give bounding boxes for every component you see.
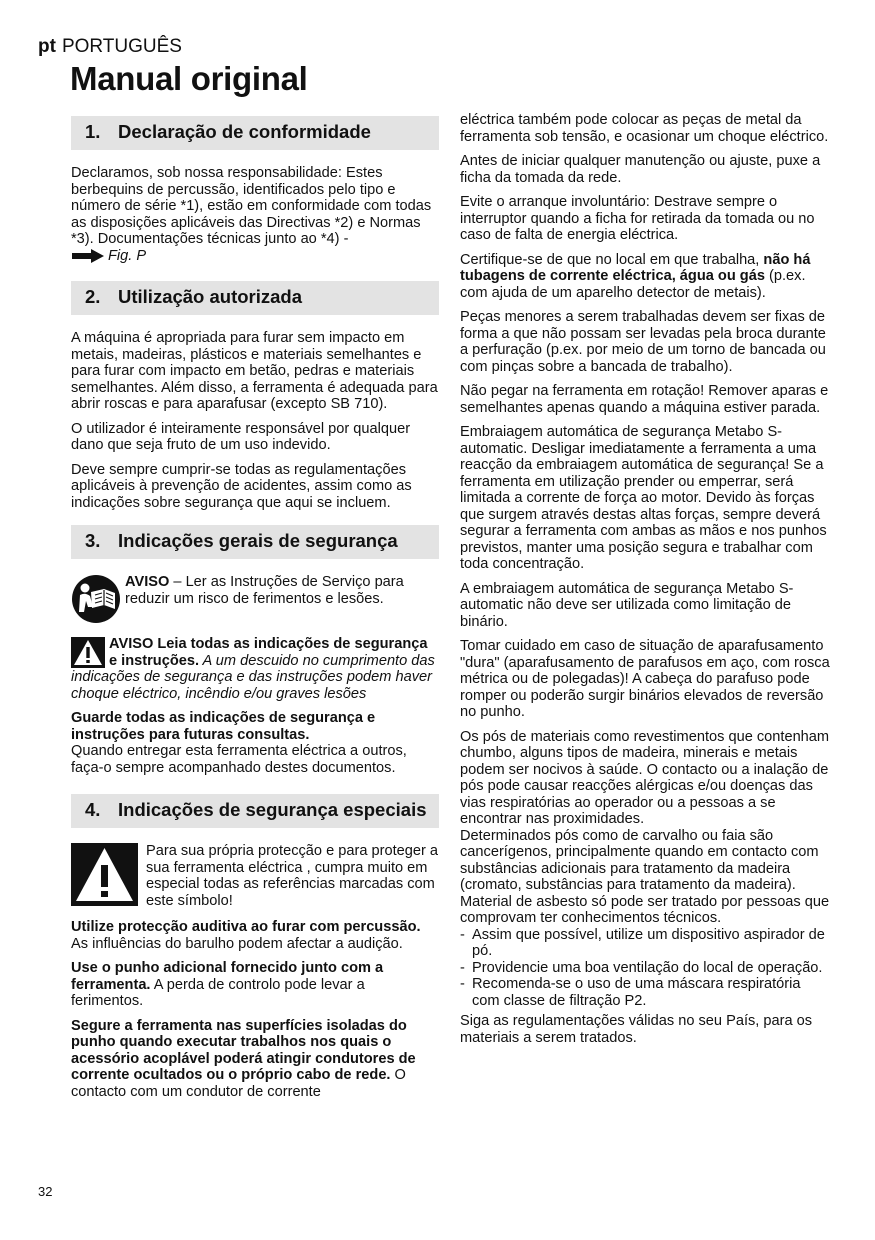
section-1-heading — [71, 116, 439, 150]
language-code: pt — [38, 36, 56, 57]
figure-label: Fig. P — [108, 247, 147, 264]
text: O contacto com um condutor de corrente — [71, 1067, 406, 1100]
paragraph: Os pós de materiais como revestimentos que contenham chumbo, alguns tipos de madeira, minerais e metais podem ser nocivos à saúde. O contacto ou a inalação de pós pode causar reacções alérgicas e/ou doenças das vias respiratórias ao operador ou a pessoas a se encontrar nas proximidades. — [460, 728, 830, 827]
aviso-label: AVISO — [125, 574, 170, 591]
declaration-text: Declaramos, sob nossa responsabilidade: Estes berbequins de percussão, identificados pelo tipo e número de série *1), estão em conformidade com todas as disposições aplicáveis das Directivas *2) e Normas *3). Documentações técnicas junto ao *4) - — [71, 165, 432, 247]
bold-lead: Utilize protecção auditiva ao furar com percussão. — [71, 919, 421, 936]
left-column — [71, 112, 439, 1108]
section-number: 2. — [85, 286, 101, 308]
bold-lead: Use o punho adicional fornecido junto com a ferramenta. — [71, 960, 384, 993]
text: Certifique-se de que no local em que trabalha, — [460, 251, 764, 268]
page-number: 32 — [38, 1184, 53, 1199]
paragraph — [460, 252, 830, 302]
bold-text: não há tubagens de corrente eléctrica, água ou gás — [460, 251, 811, 284]
paragraph: Peças menores a serem trabalhadas devem ser fixas de forma a que não possam ser levadas pela broca durante a perfuração (p.ex. por meio de um torno de bancada ou com pinças sobre a bancada de trabalho). — [460, 309, 826, 375]
notice-text — [125, 574, 439, 607]
list-item: - Recomenda-se o uso de uma máscara respiratória com classe de filtração P2. — [460, 976, 830, 1009]
section-4-heading — [71, 794, 439, 828]
section-number: 1. — [85, 121, 101, 142]
paragraph: Determinados pós como de carvalho ou faia são cancerígenos, principalmente quando em contacto com substâncias adicionais para tratamento da madeira (cromato, substâncias para tratamento da madeira). Material de asbesto só pode ser tratado por pessoas que comprovam ter conhecimentos técnicos. — [460, 827, 830, 926]
symbol-text: Para sua própria protecção e para proteger a sua ferramenta eléctrica , cumpra muito em especial todas as referências marcadas com este símbolo! — [146, 843, 439, 909]
warning-triangle-icon — [71, 637, 105, 668]
section-title: Indicações gerais de segurança — [118, 530, 398, 552]
bold-lead: Segure a ferramenta nas superfícies isoladas do punho quando executar trabalhos nos quais o acessório acoplável poderá atingir condutores de corrente ocultados ou o próprio cabo de rede. — [71, 1017, 416, 1084]
text: A perda de controlo pode levar a ferimentos. — [71, 976, 365, 1010]
paragraph — [71, 960, 439, 1010]
right-column — [460, 112, 830, 1054]
warning-symbol-icon — [71, 843, 138, 906]
guard-text: Quando entregar esta ferramenta eléctrica a outros, faça-o sempre acompanhado destes documentos. — [71, 743, 407, 776]
warning-italic: A um descuido no cumprimento das indicações de segurança e das instruções podem haver choque eléctrico, incêndio e/ou graves lesões — [71, 652, 435, 702]
section-number: 4. — [85, 799, 101, 821]
paragraph — [71, 919, 439, 952]
read-manual-notice — [71, 574, 439, 624]
section-title: Declaração de conformidade — [118, 121, 371, 142]
arrow-right-icon — [71, 249, 105, 263]
paragraph: Siga as regulamentações válidas no seu País, para os materiais a serem tratados. — [460, 1013, 813, 1046]
paragraph — [71, 1018, 439, 1101]
paragraph — [71, 710, 439, 776]
warning-paragraph — [71, 636, 439, 702]
figure-reference — [71, 248, 146, 265]
paragraph: eléctrica também pode colocar as peças de metal da ferramenta sob tensão, e ocasionar um choque eléctrico. — [460, 112, 829, 145]
language-name: PORTUGUÊS — [61, 36, 182, 57]
warning-bold: AVISO Leia todas as indicações de segurança e instruções. — [109, 636, 428, 669]
read-manual-icon — [71, 574, 121, 624]
list-item: - Assim que possível, utilize um dispositivo aspirador de pó. — [460, 927, 830, 960]
section-3-heading — [71, 525, 439, 559]
safety-symbol-notice — [71, 843, 439, 909]
list-item: - Providencie uma boa ventilação do local de operação. — [460, 960, 830, 977]
text: As influências do barulho podem afectar a audição. — [71, 935, 403, 952]
paragraph: Embraiagem automática de segurança Metabo S-automatic. Desligar imediatamente a ferramenta a uma reacção da embraiagem automática de segurança! Se a ferramenta em utilização prender ou emperrar, será limitada a corrente de força ao motor. Devido às forças que surgem através destas altas forças, sempre deverá segurar a ferramenta com ambas as mãos e nos punhos previstos, manter uma posição segura e trabalhar com toda concentração. — [460, 424, 827, 572]
paragraph: O utilizador é inteiramente responsável por qualquer dano que seja fruto de um uso indevido. — [71, 420, 411, 454]
section-title: Utilização autorizada — [118, 286, 303, 308]
paragraph: Antes de iniciar qualquer manutenção ou ajuste, puxe a ficha da tomada da rede. — [460, 153, 821, 186]
paragraph — [71, 165, 439, 267]
section-title: Indicações de segurança especiais — [118, 799, 427, 821]
section-2-heading — [71, 281, 439, 315]
paragraph: Tomar cuidado em caso de situação de aparafusamento "dura" (aparafusamento de parafusos em aço, com rosca métrica ou de polegadas)! A cabeça do parafuso pode romper ou poderão surgir binários elevados de reversão no punho. — [460, 638, 830, 720]
paragraph: Deve sempre cumprir-se todas as regulamentações aplicáveis à prevenção de acidentes, assim como as indicações sobre segurança que aqui se incluem. — [71, 461, 412, 511]
page-title: Manual original — [70, 60, 308, 97]
aviso-text: – Ler as Instruções de Serviço para reduzir um risco de ferimentos e lesões. — [125, 574, 404, 607]
paragraph: A máquina é apropriada para furar sem impacto em metais, madeiras, plásticos e materiais semelhantes e para furar com impacto em betão, pedras e materiais semelhantes. Além disso, a ferramenta é adequada para abrir roscas e para aparafusar (excepto SB 710). — [71, 330, 438, 413]
text: (p.ex. com ajuda de um aparelho detector de metais). — [460, 268, 806, 301]
guard-bold: Guarde todas as indicações de segurança e instruções para futuras consultas. — [71, 710, 376, 743]
language-header — [38, 36, 182, 58]
section-number: 3. — [85, 530, 101, 552]
paragraph: Evite o arranque involuntário: Destrave sempre o interruptor quando a ficha for retirada da tomada ou no caso de falta de energia eléctrica. — [460, 194, 815, 243]
paragraph: A embraiagem automática de segurança Metabo S-automatic não deve ser utilizada como limitação de binário. — [460, 580, 794, 630]
precaution-list — [460, 927, 830, 1010]
paragraph: Não pegar na ferramenta em rotação! Remover aparas e semelhantes apenas quando a máquina estiver parada. — [460, 383, 829, 416]
